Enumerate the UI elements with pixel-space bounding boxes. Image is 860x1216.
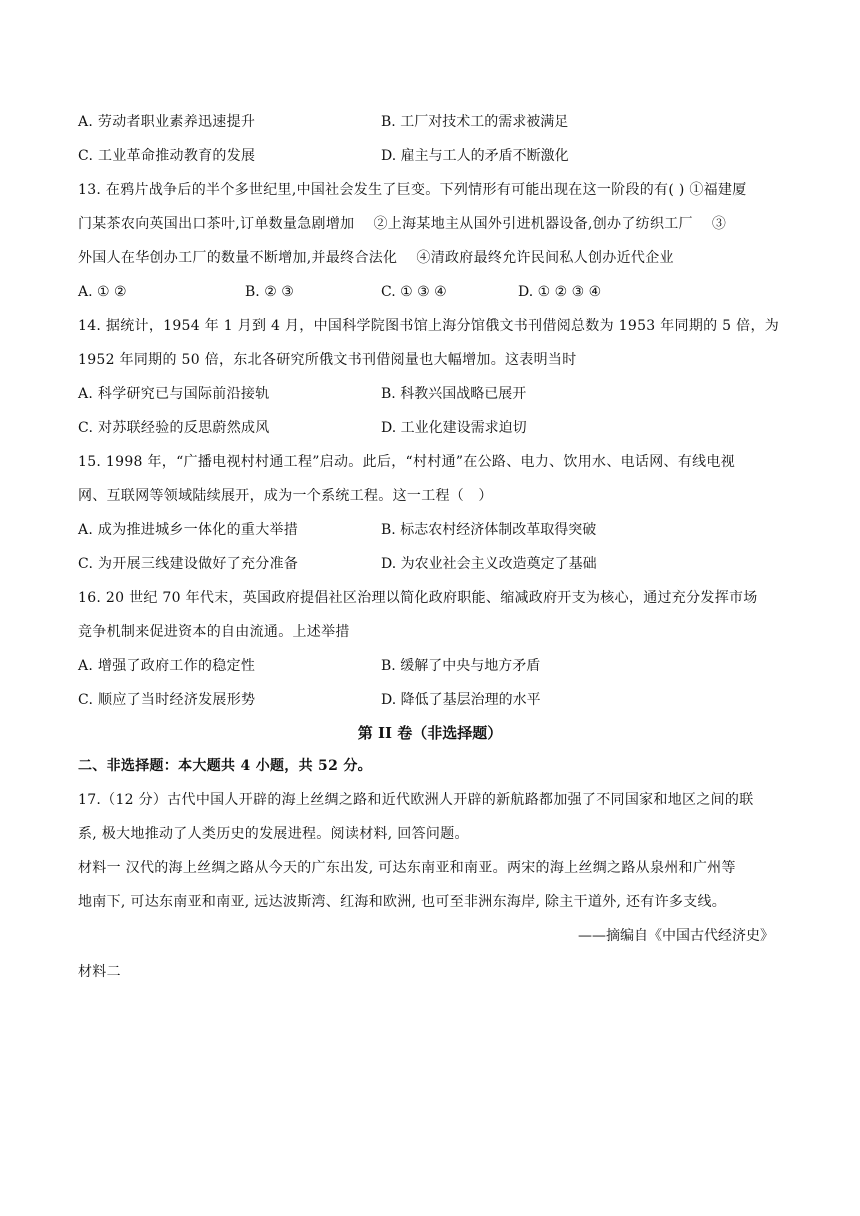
q16-option-d: D. 降低了基层治理的水平 xyxy=(381,692,541,708)
q15-option-c: C. 为开展三线建设做好了充分准备 xyxy=(78,556,299,572)
material-one-line1: 材料一 汉代的海上丝绸之路从今天的广东出发, 可达东南亚和南亚。两宋的海上丝绸之路从泉州和广州等 xyxy=(78,860,736,876)
material-one-line2: 地南下, 可达东南亚和南亚, 远达波斯湾、红海和欧洲, 也可至非洲东海岸, 除主干道外, 还有许多支线。 xyxy=(78,894,727,910)
q13-stem-line1: 13. 在鸦片战争后的半个多世纪里,中国社会发生了巨变。下列情形有可能出现在这一阶段的有( ) ①福建厦 xyxy=(78,182,747,198)
q13-stem-line3: 外国人在华创办工厂的数量不断增加,并最终合法化 ④清政府最终允许民间私人创办近代企业 xyxy=(78,250,674,266)
q15-stem-line1: 15. 1998 年，“广播电视村村通工程”启动。此后，“村村通”在公路、电力、饮用水、电话网、有线电视 xyxy=(78,454,736,470)
q15-option-d: D. 为农业社会主义改造奠定了基础 xyxy=(381,556,597,572)
q14-option-a: A. 科学研究已与国际前沿接轨 xyxy=(78,386,270,402)
q16-stem-line1: 16. 20 世纪 70 年代末，英国政府提倡社区治理以简化政府职能、缩减政府开支为核心，通过充分发挥市场 xyxy=(78,590,758,606)
q17-stem-line1: 17.（12 分）古代中国人开辟的海上丝绸之路和近代欧洲人开辟的新航路都加强了不同国家和地区之间的联 xyxy=(78,792,754,808)
q15-stem-line2: 网、互联网等领域陆续展开，成为一个系统工程。这一工程（ ） xyxy=(78,488,493,504)
q12-option-c: C. 工业革命推动教育的发展 xyxy=(78,148,256,164)
q12-option-b: B. 工厂对技术工的需求被满足 xyxy=(381,114,569,130)
q16-option-a: A. 增强了政府工作的稳定性 xyxy=(78,658,256,674)
section-heading: 二、非选择题：本大题共 4 小题，共 52 分。 xyxy=(78,758,372,774)
q16-option-c: C. 顺应了当时经济发展形势 xyxy=(78,692,256,708)
section-title: 第 II 卷（非选择题） xyxy=(357,724,503,742)
material-two-label: 材料二 xyxy=(78,964,121,980)
q13-option-b: B. ② ③ xyxy=(245,284,294,300)
q14-option-d: D. 工业化建设需求迫切 xyxy=(381,420,527,436)
q15-option-a: A. 成为推进城乡一体化的重大举措 xyxy=(78,522,299,538)
q13-option-d: D. ① ② ③ ④ xyxy=(518,284,602,300)
q15-option-b: B. 标志农村经济体制改革取得突破 xyxy=(381,522,597,538)
q13-stem-line2: 门某茶农向英国出口茶叶,订单数量急剧增加 ②上海某地主从国外引进机器设备,创办了纺织工厂 ③ xyxy=(78,216,727,232)
q13-option-c: C. ① ③ ④ xyxy=(381,284,447,300)
q17-stem-line2: 系, 极大地推动了人类历史的发展进程。阅读材料, 回答问题。 xyxy=(78,826,469,842)
q12-option-d: D. 雇主与工人的矛盾不断激化 xyxy=(381,148,569,164)
q13-option-a: A. ① ② xyxy=(78,284,127,300)
q12-option-a: A. 劳动者职业素养迅速提升 xyxy=(78,114,256,130)
q14-option-c: C. 对苏联经验的反思蔚然成风 xyxy=(78,420,270,436)
q16-stem-line2: 竞争机制来促进资本的自由流通。上述举措 xyxy=(78,624,350,640)
q14-stem-line1: 14. 据统计，1954 年 1 月到 4 月，中国科学院图书馆上海分馆俄文书刊借阅总数为 1953 年同期的 5 倍，为 xyxy=(78,318,780,334)
q14-option-b: B. 科教兴国战略已展开 xyxy=(381,386,527,402)
q16-option-b: B. 缓解了中央与地方矛盾 xyxy=(381,658,541,674)
q14-stem-line2: 1952 年同期的 50 倍，东北各研究所俄文书刊借阅量也大幅增加。这表明当时 xyxy=(78,352,577,368)
material-source: ——摘编自《中国古代经济史》 xyxy=(578,928,774,944)
